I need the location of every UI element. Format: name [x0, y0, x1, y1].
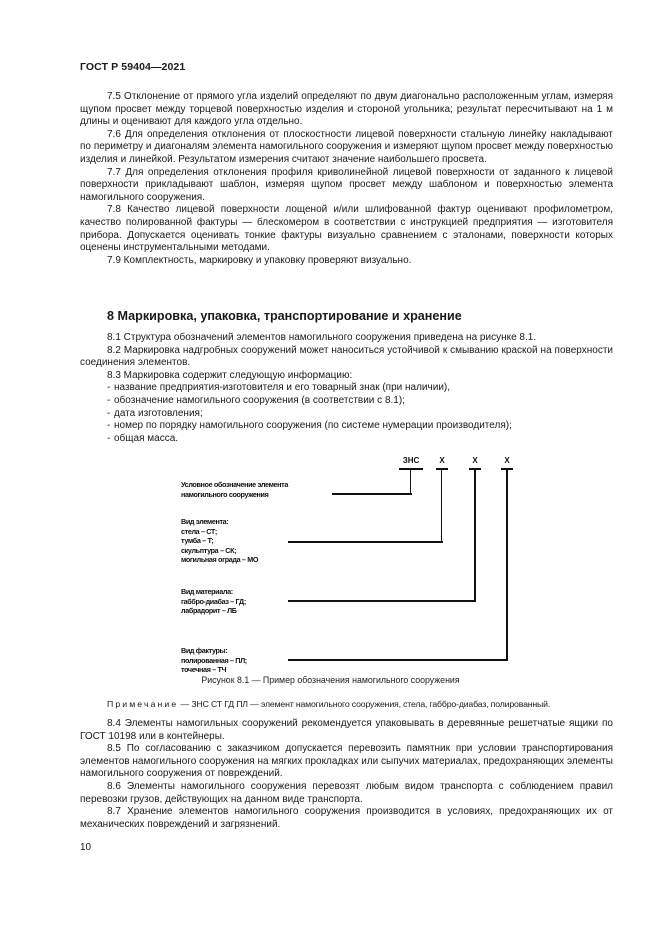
- figure-leader-vertical: [410, 469, 411, 494]
- list-item-text: дата изготовления;: [114, 407, 203, 419]
- list-marker: -: [107, 432, 111, 444]
- figure-label-line: Вид фактуры:: [181, 646, 228, 655]
- paragraph-7-5: 7.5 Отклонение от прямого угла изделий определяют по двум диагонально расположенным углам, измеряя щупом просвет между торцевой поверхностью изделия и стороной угольника; результат пересчитывают на 1 м длины и оценивают для каждого угла отдельно.: [80, 91, 613, 128]
- figure-label-line: стела – СТ;: [181, 526, 217, 536]
- figure-label-line: габбро-диабаз – ГД;: [181, 596, 246, 606]
- figure-leader-vertical: [441, 469, 442, 543]
- figure-label-line: тумба – Т;: [181, 536, 214, 546]
- paragraph-8-2: 8.2 Маркировка надгробных сооружений может наноситься устойчивой к смыванию краской на поверхности соединения элементов.: [80, 344, 613, 369]
- document-header: ГОСТ Р 59404—2021: [80, 61, 186, 73]
- paragraph-7-6: 7.6 Для определения отклонения от плоскостности лицевой поверхности стальную линейку накладывают по периметру и диагоналям элемента намогильного сооружения и измеряют щупом просвет между поверхностью изделия и линейкой. Результатом измерения считают значение наибольшего просвета.: [80, 128, 613, 165]
- figure-leader-horizontal: [288, 541, 443, 543]
- list-marker: -: [107, 394, 111, 406]
- paragraph-8-6: 8.6 Элементы намогильного сооружения перевозят любым видом транспорта с соблюдением правил перевозки грузов, действующих на данном виде транспорта.: [80, 780, 613, 805]
- figure-code-x1: Х: [439, 456, 445, 465]
- note-block: [80, 698, 613, 711]
- figure-leader-horizontal: [288, 600, 476, 602]
- section-8-intro: [80, 332, 613, 445]
- figure-label-line: Вид элемента:: [181, 517, 229, 526]
- paragraph-8-3: 8.3 Маркировка содержит следующую информацию:: [107, 369, 353, 381]
- list-item-text: название предприятия-изготовителя и его товарный знак (при наличии),: [114, 382, 451, 394]
- list-item-text: общая масса.: [114, 432, 179, 444]
- list-item: [80, 382, 613, 395]
- list-item: [80, 433, 613, 446]
- page-number: 10: [80, 842, 92, 853]
- section-8-tail: [80, 718, 613, 831]
- paragraph-7-7: 7.7 Для определения отклонения профиля криволинейной лицевой поверхности от заданного к лицевой поверхности прикладывают шаблон, измеряя щупом просвет между шаблоном и поверхностью элемента намогильного сооружения.: [80, 166, 613, 203]
- figure-label-line: точечная – ТЧ: [181, 665, 227, 675]
- list-marker: -: [107, 407, 111, 419]
- figure-label-designation: [181, 480, 288, 499]
- figure-label-line: Вид материала:: [181, 587, 233, 596]
- list-item: [80, 395, 613, 408]
- figure-caption: Рисунок 8.1 — Пример обозначения намогильного сооружения: [201, 675, 460, 685]
- paragraph-8-1: 8.1 Структура обозначений элементов намогильного сооружения приведена на рисунке 8.1.: [107, 332, 537, 343]
- list-marker: -: [107, 382, 111, 394]
- paragraph-7-9: 7.9 Комплектность, маркировку и упаковку проверяют визуально.: [107, 254, 412, 266]
- list-item-text: обозначение намогильного сооружения (в соответствии с 8.1);: [114, 394, 405, 406]
- figure-underline: [399, 468, 423, 470]
- figure-code-x2: Х: [472, 456, 478, 465]
- figure-leader-vertical: [474, 469, 476, 602]
- note-label: Примечание: [107, 699, 179, 709]
- figure-label-line: Условное обозначение элемента: [181, 480, 288, 489]
- list-item-text: номер по порядку намогильного сооружения (по системе нумерации производителя);: [114, 420, 512, 432]
- figure-label-line: скульптура – СК;: [181, 545, 237, 555]
- section-8-heading: 8 Маркировка, упаковка, транспортирование и хранение: [107, 309, 462, 323]
- figure-leader-horizontal: [332, 493, 412, 495]
- note-text: — ЗНС СТ ГД ПЛ — элемент намогильного сооружения, стела, габбро-диабаз, полированный.: [178, 699, 551, 709]
- paragraph-8-7: 8.7 Хранение элементов намогильного сооружения производится в условиях, предохраняющих их от механических повреждений и загрязнений.: [80, 806, 613, 830]
- figure-label-line: намогильного сооружения: [181, 489, 269, 499]
- figure-underline: [501, 468, 513, 470]
- figure-leader-vertical: [506, 469, 508, 661]
- figure-label-material: [181, 587, 246, 616]
- figure-underline: [436, 468, 448, 470]
- list-item: [80, 420, 613, 433]
- note: [80, 698, 613, 711]
- figure-code-x3: Х: [504, 456, 510, 465]
- figure-label-line: лабрадорит – ЛБ: [181, 606, 237, 616]
- figure-underline: [469, 468, 481, 470]
- list-item: [80, 408, 613, 421]
- figure-label-line: могильная ограда – МО: [181, 555, 259, 565]
- figure-label-texture: [181, 646, 247, 675]
- figure-leader-horizontal: [288, 659, 508, 661]
- figure-label-element-type: [181, 517, 258, 565]
- section-7-paragraphs: [80, 91, 613, 267]
- list-marker: -: [107, 420, 111, 432]
- section-8-heading-wrap: [80, 308, 613, 324]
- figure-label-line: полированная – ПЛ;: [181, 655, 247, 665]
- figure-code-zns: ЗНС: [402, 456, 420, 465]
- paragraph-8-5: 8.5 По согласованию с заказчиком допускается перевозить памятник при условии транспортирования элементов намогильного сооружения на мягких прокладках или сыпучих материалах, предохраняющих элементы намогильного сооружения от повреждений.: [80, 743, 613, 780]
- paragraph-7-8: 7.8 Качество лицевой поверхности лощеной и/или шлифованной фактур оценивают профилометром, качество полированной фактуры — блескомером в соответствии с инструкцией предприятия — изготовителя прибора. Допускается оценивать тонкие фактуры визуально сравнением с эталонами, поверхности которых оценены инструментальными методами.: [80, 204, 613, 254]
- paragraph-8-4: 8.4 Элементы намогильных сооружений рекомендуется упаковывать в деревянные решетчатые ящики по ГОСТ 10198 или в контейнеры.: [80, 718, 613, 742]
